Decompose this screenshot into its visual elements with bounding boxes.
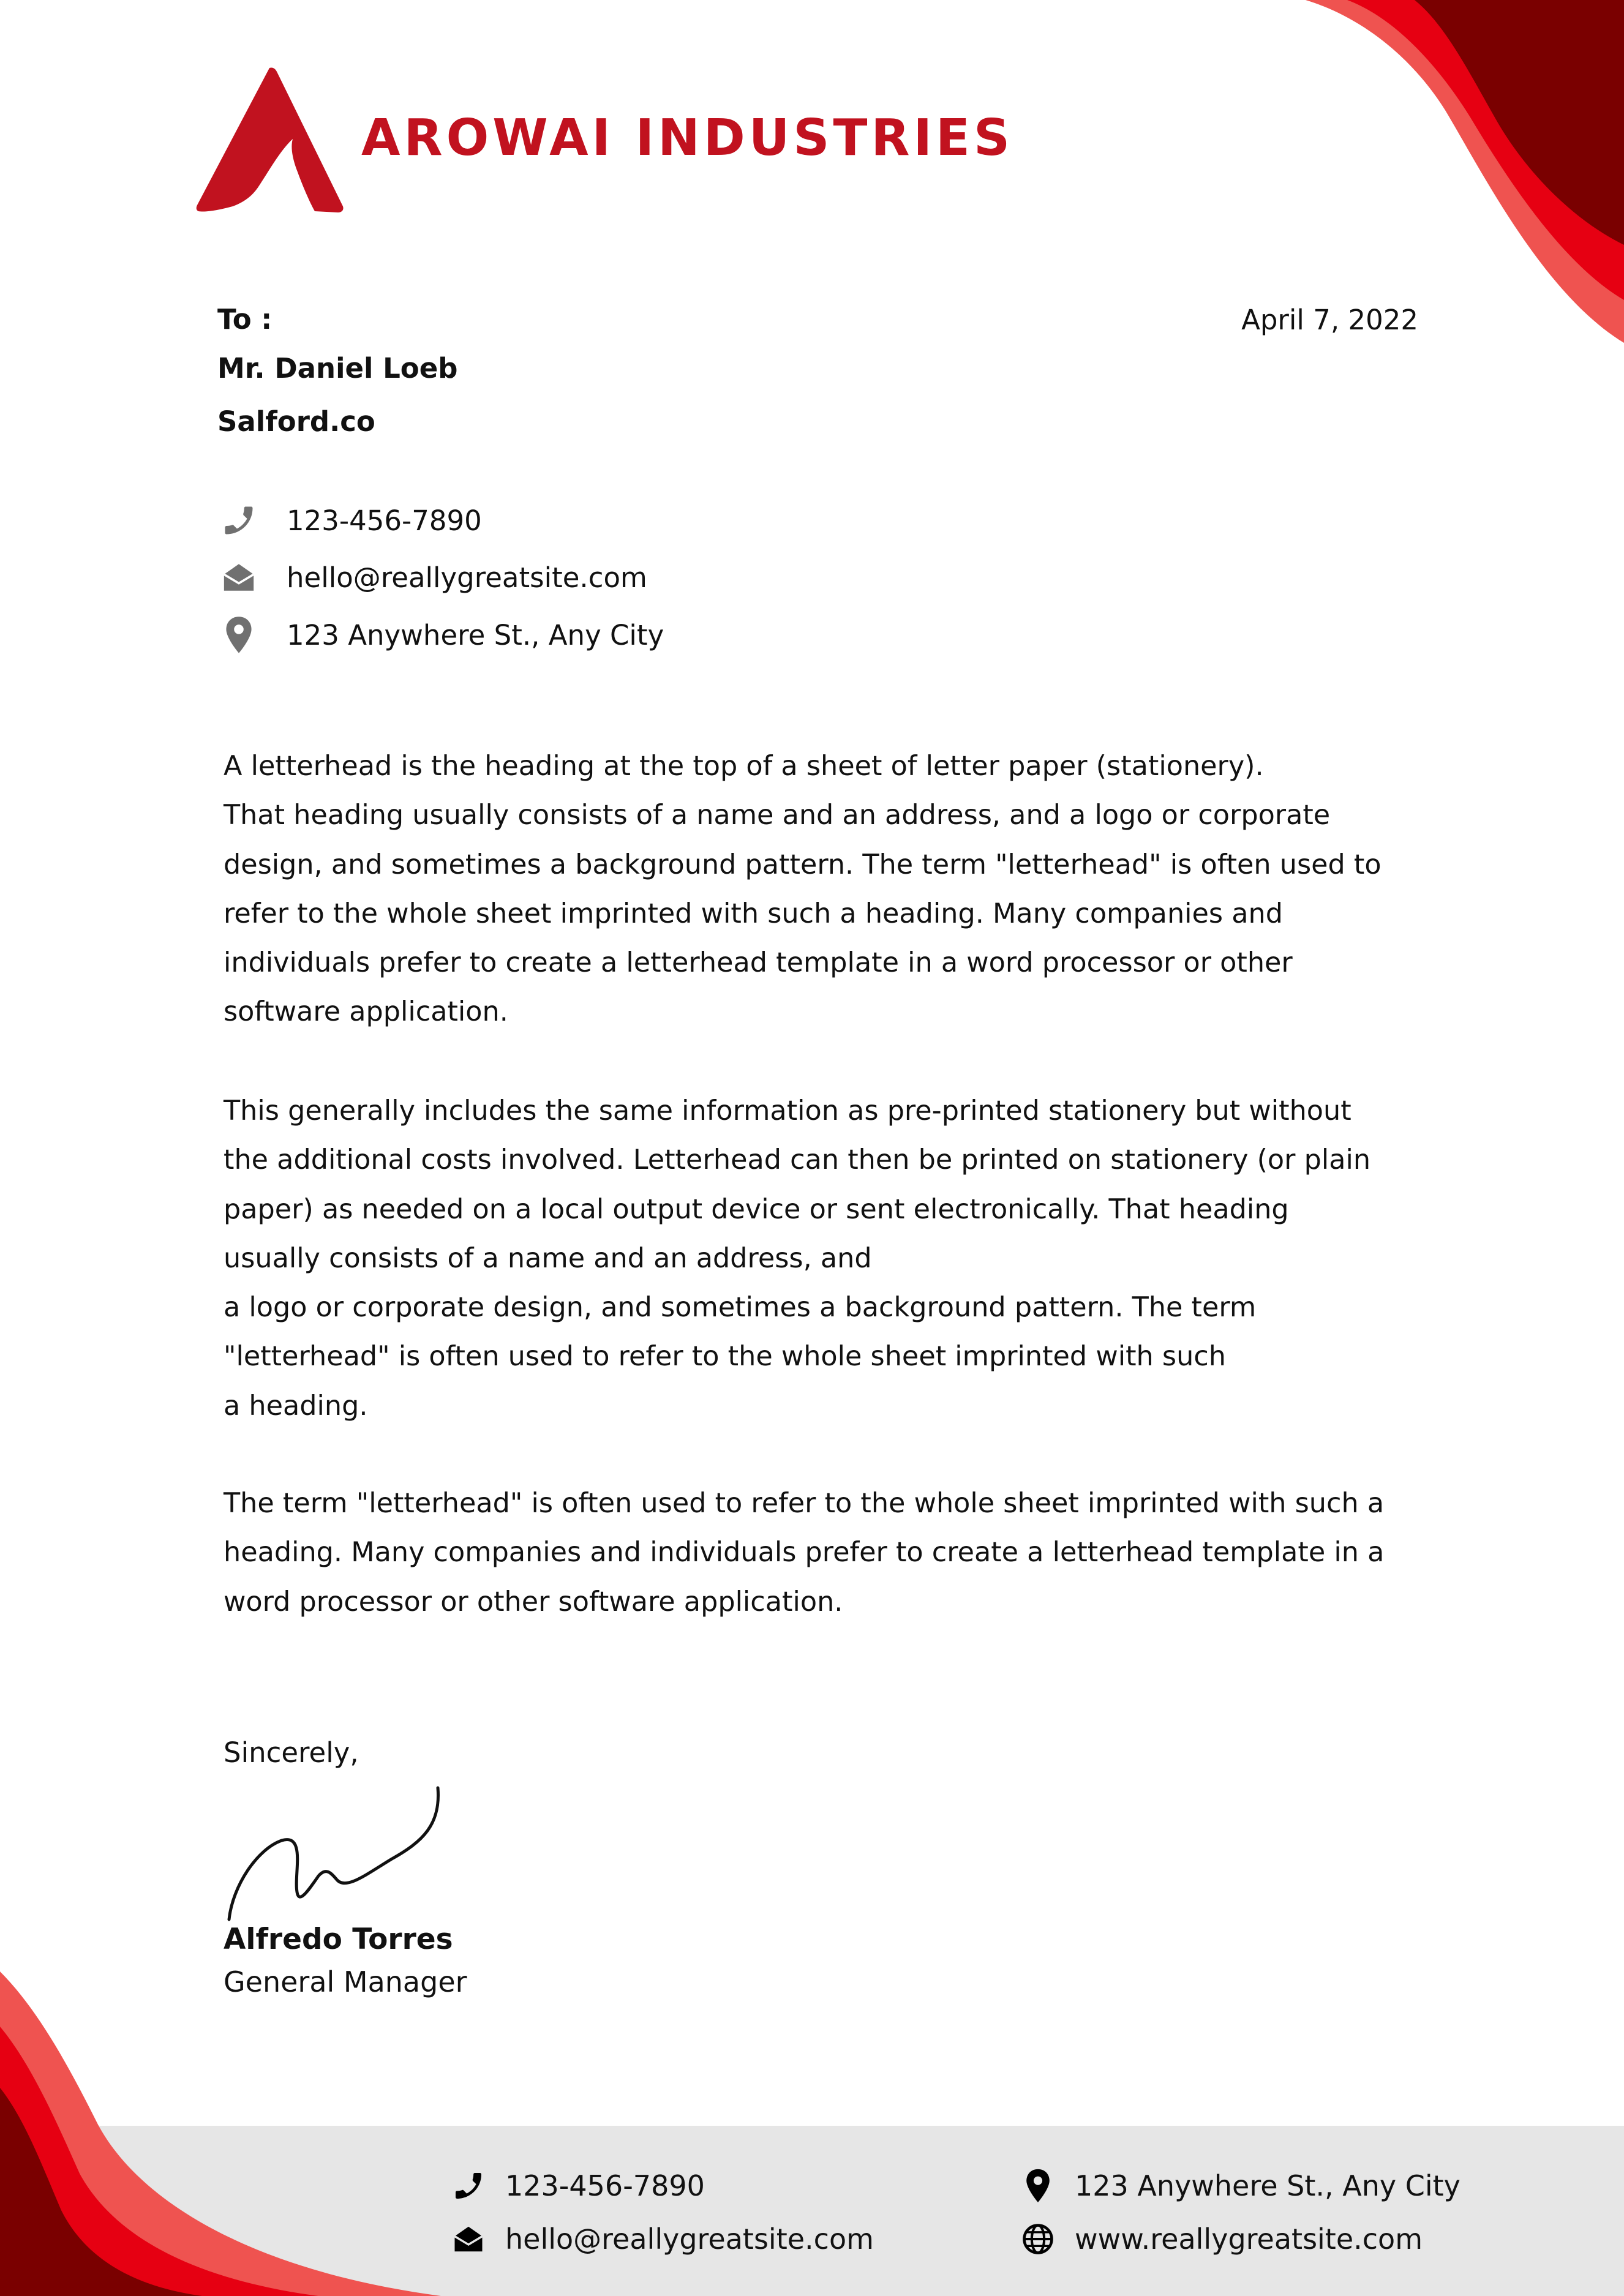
paragraph-line: design, and sometimes a background pattern. The term "letterhead" is often used to: [224, 849, 1382, 880]
paragraph-line: usually consists of a name and an address, and: [224, 1242, 872, 1274]
contact-address: 123 Anywhere St., Any City: [287, 618, 664, 651]
signer-name: Alfredo Torres: [224, 1923, 453, 1956]
footer-address-row: [1020, 2164, 1460, 2207]
signer-title: General Manager: [224, 1965, 467, 1998]
contact-address-row: [219, 613, 664, 656]
footer-phone-row: [450, 2164, 705, 2207]
paragraph-line: heading. Many companies and individuals prefer to create a letterhead template in a: [224, 1537, 1385, 1569]
body-paragraph-3: [224, 1479, 1424, 1627]
recipient-name: Mr. Daniel Loeb: [217, 352, 458, 385]
footer-website-link[interactable]: www.reallygreatsite.com: [1075, 2223, 1423, 2256]
contact-phone-row: [219, 499, 482, 542]
paragraph-line: a heading.: [224, 1390, 368, 1422]
phone-icon: [450, 2167, 487, 2204]
footer-phone[interactable]: 123-456-7890: [505, 2169, 705, 2202]
globe-icon: [1020, 2221, 1056, 2257]
paragraph-line: The term "letterhead" is often used to refer to the whole sheet imprinted with such a: [224, 1488, 1385, 1519]
contact-email[interactable]: hello@reallygreatsite.com: [287, 561, 647, 594]
contact-phone[interactable]: 123-456-7890: [287, 504, 482, 537]
paragraph-line: software application.: [224, 996, 508, 1028]
company-name: AROWAI INDUSTRIES: [361, 109, 1014, 167]
paragraph-line: a logo or corporate design, and sometimes a background pattern. The term: [224, 1292, 1257, 1324]
envelope-icon: [450, 2221, 487, 2257]
arrow-a-logo-icon: [195, 64, 348, 217]
closing-salutation: Sincerely,: [224, 1736, 359, 1769]
recipient-company: Salford.co: [217, 405, 375, 438]
body-paragraph-1: [224, 742, 1424, 1037]
bottom-left-wave-decoration: [0, 1959, 441, 2296]
body-paragraph-2: [224, 1087, 1424, 1431]
to-label: To :: [217, 303, 273, 336]
footer-email-row: [450, 2218, 874, 2260]
footer-address: 123 Anywhere St., Any City: [1075, 2169, 1460, 2202]
paragraph-line: paper) as needed on a local output device or sent electronically. That heading: [224, 1193, 1289, 1225]
paragraph-line: That heading usually consists of a name and an address, and a logo or corporate: [224, 800, 1331, 831]
contact-email-row: [219, 556, 647, 599]
top-right-wave-decoration: [1274, 0, 1624, 355]
paragraph-line: word processor or other software application.: [224, 1586, 843, 1618]
paragraph-line: A letterhead is the heading at the top of a sheet of letter paper (stationery).: [224, 751, 1264, 782]
map-pin-icon: [1020, 2167, 1056, 2204]
footer-website-row: [1020, 2218, 1423, 2260]
map-pin-icon: [219, 615, 258, 655]
phone-icon: [219, 501, 258, 540]
letter-date: April 7, 2022: [1241, 304, 1418, 336]
paragraph-line: refer to the whole sheet imprinted with such a heading. Many companies and: [224, 898, 1283, 929]
paragraph-line: the additional costs involved. Letterhead can then be printed on stationery (or plain: [224, 1144, 1371, 1176]
envelope-icon: [219, 558, 258, 597]
handwritten-signature: [220, 1782, 447, 1923]
paragraph-line: "letterhead" is often used to refer to the whole sheet imprinted with such: [224, 1341, 1226, 1373]
paragraph-line: This generally includes the same information as pre-printed stationery but without: [224, 1095, 1351, 1127]
paragraph-line: individuals prefer to create a letterhead template in a word processor or other: [224, 947, 1293, 979]
footer-email[interactable]: hello@reallygreatsite.com: [505, 2223, 874, 2256]
